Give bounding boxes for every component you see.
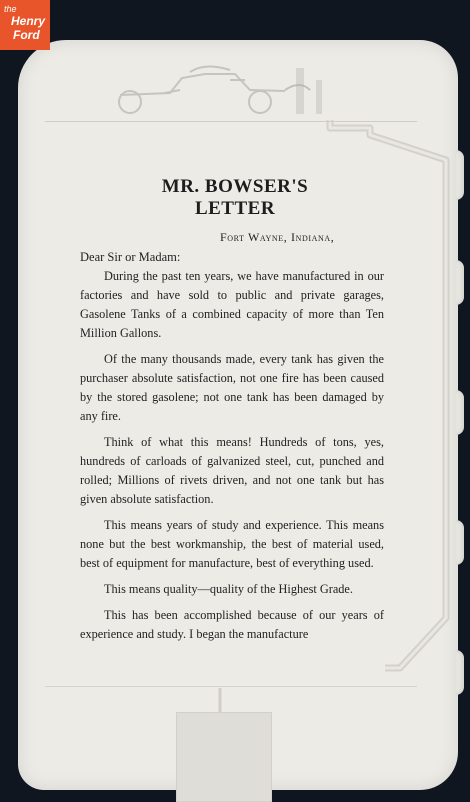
bottom-rule: [45, 686, 417, 687]
letter-body: [80, 267, 384, 651]
letter-paragraph: This means years of study and experience. This means none but the best workmanship, the best of material used, best of equipment for manufacture, best of everything used.: [80, 518, 384, 570]
letter-paragraph: Of the many thousands made, every tank has given the purchaser absolute satisfaction, not one fire has been caused by the stored gasolene; not one tank has been damaged by any fire.: [80, 352, 384, 423]
henry-ford-logo: the Henry Ford: [0, 0, 50, 50]
letter-title-line2: LETTER: [194, 198, 276, 219]
letter-greeting: Dear Sir or Madam:: [80, 250, 181, 264]
letter-paragraph: During the past ten years, we have manufactured in our factories and have sold to public and private garages, Gasolene Tanks of a combined capacity of more than Ten Million Gallons.: [80, 269, 384, 340]
top-rule: [45, 121, 417, 122]
letter-title-line1: MR. BOWSER'S: [161, 176, 309, 197]
letter-paragraph: This means quality—quality of the Highest Grade.: [104, 582, 353, 596]
tank-illustration: [176, 712, 272, 802]
letter-paragraph: This has been accomplished because of our years of experience and study. I began the manufacture: [80, 608, 384, 641]
letter-paragraph: Think of what this means! Hundreds of tons, yes, hundreds of carloads of galvanized steel, cut, punched and rolled; Millions of rivets driven, and not one tank but has given absolute satisfaction.: [80, 435, 384, 506]
letter-place: Fort Wayne, Indiana,: [220, 230, 335, 244]
